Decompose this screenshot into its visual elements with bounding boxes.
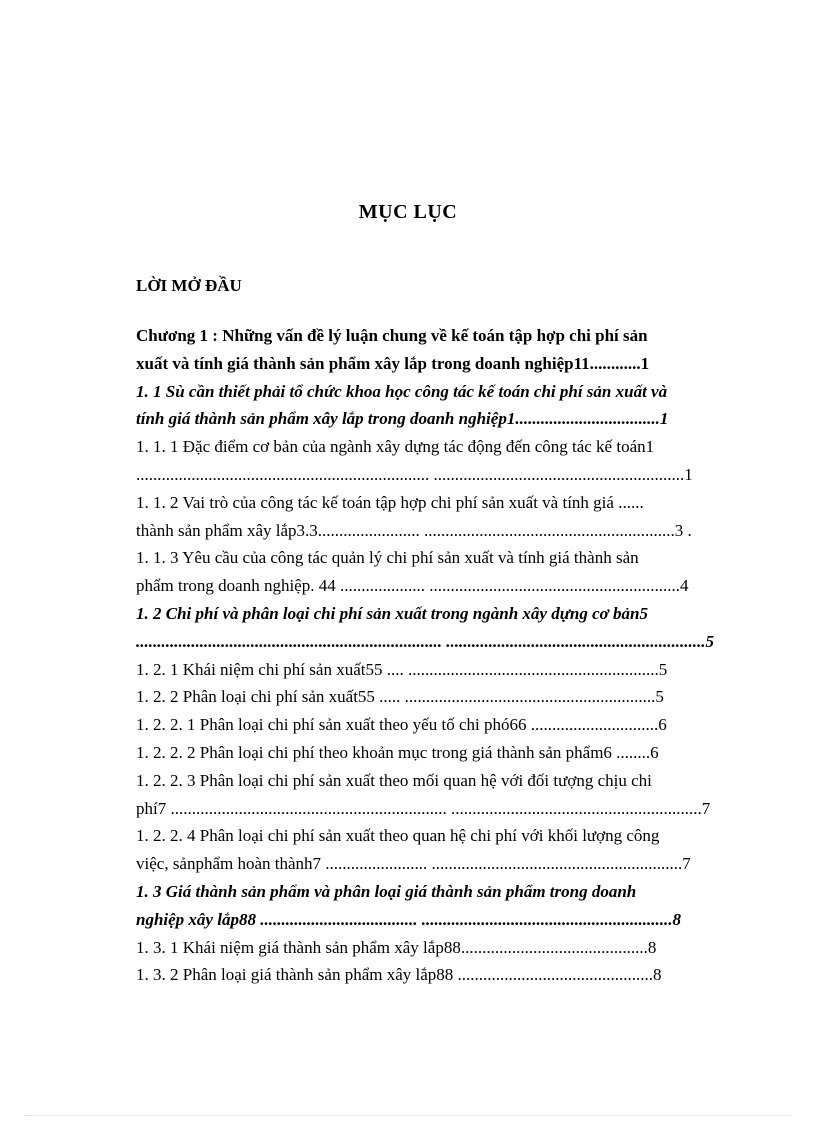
toc-entry-line: 1. 2. 2. 4 Phân loại chi phí sản xuất theo quan hệ chi phí với khối lượng công: [136, 826, 660, 846]
toc-entry: [136, 322, 740, 378]
toc-entry: [136, 767, 740, 823]
intro-heading: LỜI MỞ ĐẦU: [136, 276, 242, 295]
toc-entry: [136, 878, 740, 934]
toc-entry-line: xuất và tính giá thành sản phẩm xây lắp trong doanh nghiệp11............1: [136, 353, 650, 373]
toc-entry: [136, 544, 740, 600]
toc-entry: [136, 656, 740, 684]
toc-entry: [136, 683, 740, 711]
toc-entry: [136, 822, 740, 878]
table-of-contents: [136, 322, 740, 989]
toc-entry-line: thành sản phẩm xây lắp3.3........................ ...........................................................3 .: [136, 520, 692, 540]
toc-entry-line: 1. 2 Chi phí và phân loại chi phí sản xuất trong ngành xây dựng cơ bản5: [136, 603, 648, 623]
toc-entry: [136, 433, 740, 489]
footer-divider: [24, 1115, 792, 1116]
toc-entry-line: 1. 1. 2 Vai trò của công tác kế toán tập hợp chi phí sản xuất và tính giá ......: [136, 492, 644, 512]
toc-entry-line: ........................................................................ .............................................................5: [136, 631, 714, 651]
toc-entry: [136, 711, 740, 739]
toc-entry-line: phẩm trong doanh nghiệp. 44 .................... ...........................................................4: [136, 576, 689, 596]
toc-entry-line: 1. 3 Giá thành sản phẩm và phân loại giá thành sản phẩm trong doanh: [136, 881, 637, 901]
toc-entry-line: Chương 1 : Những vấn đề lý luận chung về kế toán tập hợp chi phí sản: [136, 326, 648, 345]
toc-entry-line: 1. 2. 2. 1 Phân loại chi phí sản xuất theo yếu tố chi phó66 ..............................6: [136, 715, 667, 735]
toc-entry-line: 1. 2. 2. 2 Phân loại chi phí theo khoản mục trong giá thành sản phẩm6 ........6: [136, 742, 659, 762]
toc-entry: [136, 739, 740, 767]
toc-entry-line: tính giá thành sản phẩm xây lắp trong doanh nghiệp1..................................1: [136, 409, 669, 429]
toc-entry-line: 1. 2. 2. 3 Phân loại chi phí sản xuất theo mối quan hệ với đối tượng chịu chi: [136, 770, 652, 790]
toc-entry: [136, 489, 740, 545]
toc-entry: [136, 961, 740, 989]
toc-entry: [136, 934, 740, 962]
toc-entry-line: 1. 3. 2 Phân loại giá thành sản phẩm xây lắp88 ..............................................8: [136, 965, 662, 985]
toc-entry-line: 1. 3. 1 Khái niệm giá thành sản phẩm xây lắp88............................................8: [136, 937, 657, 957]
toc-entry-line: 1. 1. 3 Yêu cầu của công tác quản lý chi phí sản xuất và tính giá thành sản: [136, 548, 639, 568]
toc-entry-line: 1. 2. 2 Phân loại chi phí sản xuất55 ..... ...........................................................5: [136, 687, 664, 707]
toc-entry-line: ..................................................................... ...........................................................1: [136, 464, 693, 484]
toc-entry: [136, 378, 740, 434]
toc-entry-line: 1. 1. 1 Đặc điểm cơ bản của ngành xây dựng tác động đến công tác kế toán1: [136, 437, 655, 457]
toc-entry: [136, 600, 740, 656]
toc-entry-line: việc, sảnphẩm hoàn thành7 ........................ ...........................................................7: [136, 854, 691, 874]
toc-entry-line: 1. 2. 1 Khái niệm chi phí sản xuất55 .... ...........................................................5: [136, 659, 668, 679]
toc-entry-line: 1. 1 Sù cần thiết phải tổ chức khoa học công tác kế toán chi phí sản xuất và: [136, 381, 668, 401]
page-title: MỤC LỤC: [358, 201, 458, 223]
toc-entry-line: phí7 ................................................................. ...........................................................7: [136, 798, 711, 818]
toc-entry-line: nghiệp xây lắp88 ..................................... ...........................................................8: [136, 909, 681, 929]
